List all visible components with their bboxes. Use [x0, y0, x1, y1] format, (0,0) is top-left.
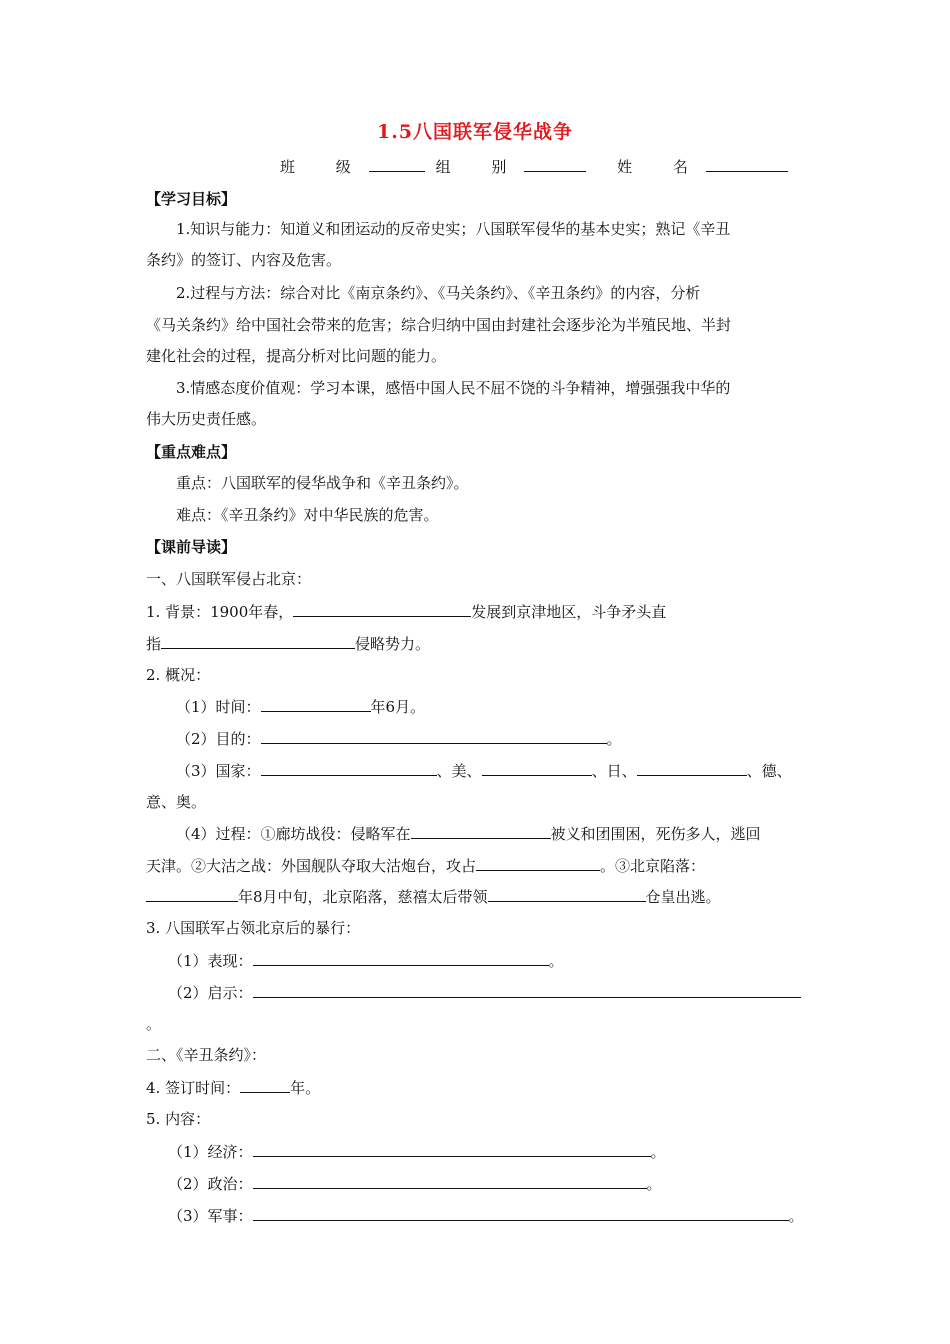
- objective-1-line-2: 条约》的签订、内容及危害。: [146, 251, 342, 269]
- question-2-2: [176, 728, 622, 749]
- dagu-text: 天津。②大沽之战：外国舰队夺取大沽炮台，攻占: [146, 857, 477, 875]
- signing-label: 4. 签订时间：: [146, 1079, 241, 1097]
- political-blank[interactable]: [253, 1173, 647, 1189]
- time-suffix: 年6月。: [370, 698, 426, 716]
- question-1-b-prefix: 指: [146, 635, 162, 653]
- langfang-blank[interactable]: [411, 823, 551, 839]
- objective-2-line-3: 建化社会的过程，提高分析对比问题的能力。: [146, 347, 447, 365]
- page-title: 1.5八国联军侵华战争: [376, 121, 574, 143]
- group-label: 组 别: [435, 158, 525, 176]
- question-5-2: [168, 1173, 662, 1194]
- signing-blank[interactable]: [240, 1077, 290, 1093]
- military-label: （3）军事：: [168, 1207, 253, 1225]
- question-5-1: [168, 1141, 666, 1162]
- objective-3-line-2: 伟大历史责任感。: [146, 410, 267, 428]
- class-blank[interactable]: [369, 156, 425, 172]
- part-1-heading: 一、八国联军侵占北京：: [146, 570, 312, 588]
- process-label: （4）过程：①廊坊战役：侵略军在: [176, 825, 411, 843]
- objective-3-line-1: 3.情感态度价值观：学习本课，感悟中国人民不屈不饶的斗争精神，增强强我中华的: [176, 379, 731, 397]
- preview-heading: 【课前导读】: [146, 538, 237, 556]
- key-point: 重点：八国联军的侵华战争和《辛丑条约》。: [176, 474, 469, 492]
- country-blank-3[interactable]: [637, 760, 747, 776]
- question-2: 2. 概况：: [146, 666, 211, 684]
- country-blank-2[interactable]: [482, 760, 592, 776]
- economic-blank[interactable]: [253, 1141, 651, 1157]
- question-2-3-line-2: 意、奥。: [146, 793, 207, 811]
- name-label: 姓 名: [617, 158, 706, 176]
- process-suffix: 被义和团围困，死伤多人，逃回: [550, 825, 761, 843]
- political-suffix: 。: [646, 1175, 662, 1193]
- purpose-suffix: 。: [606, 730, 622, 748]
- objective-1-line-1: 1.知识与能力：知道义和团运动的反帝史实；八国联军侵华的基本史实；熟记《辛丑: [176, 220, 731, 238]
- question-1-b-suffix: 侵略势力。: [355, 635, 431, 653]
- question-5: 5. 内容：: [146, 1110, 211, 1128]
- question-3-1: [168, 950, 564, 971]
- atrocities-suffix: 。: [548, 952, 564, 970]
- question-5-3: [168, 1205, 804, 1226]
- question-1-suffix: 发展到京津地区，斗争矛头直: [471, 603, 667, 621]
- time-label: （1）时间：: [176, 698, 261, 716]
- class-label: 班 级: [280, 158, 369, 176]
- question-3-2: [168, 982, 801, 1003]
- question-3-2-end: 。: [146, 1015, 162, 1033]
- question-1-prefix: 1. 背景：1900年春，: [146, 603, 294, 621]
- countries-label: （3）国家：: [176, 762, 261, 780]
- objective-2-line-2: 《马关条约》给中国社会带来的危害；综合归纳中国由封建社会逐步沦为半殖民地、半封: [146, 316, 732, 334]
- year-blank[interactable]: [146, 886, 238, 902]
- country-blank-1[interactable]: [261, 760, 437, 776]
- question-4: [146, 1077, 320, 1098]
- purpose-label: （2）目的：: [176, 730, 261, 748]
- countries-mid-2: 、日、: [591, 762, 637, 780]
- countries-mid-1: 、美、: [436, 762, 482, 780]
- dagu-blank[interactable]: [476, 855, 600, 871]
- escape-text: 仓皇出逃。: [645, 888, 721, 906]
- question-2-1: [176, 696, 425, 717]
- question-1-line-1: [146, 601, 666, 622]
- countries-suffix: 、德、: [746, 762, 792, 780]
- part-2-heading: 二、《辛丑条约》：: [146, 1046, 267, 1064]
- student-info-row: [280, 156, 788, 177]
- cixi-blank[interactable]: [488, 886, 646, 902]
- group-blank[interactable]: [524, 156, 586, 172]
- question-2-3: [176, 760, 792, 781]
- keypoints-heading: 【重点难点】: [146, 443, 237, 461]
- atrocities-label: （1）表现：: [168, 952, 253, 970]
- cixi-text: 年8月中旬，北京陷落，慈禧太后带领: [238, 888, 488, 906]
- lesson-label: （2）启示：: [168, 984, 253, 1002]
- background-blank-2[interactable]: [161, 633, 355, 649]
- signing-suffix: 年。: [290, 1079, 321, 1097]
- political-label: （2）政治：: [168, 1175, 253, 1193]
- difficult-point: 难点：《辛丑条约》对中华民族的危害。: [176, 506, 439, 524]
- atrocities-blank[interactable]: [253, 950, 549, 966]
- objectives-heading: 【学习目标】: [146, 190, 237, 208]
- economic-label: （1）经济：: [168, 1143, 253, 1161]
- question-1-line-2: [146, 633, 430, 654]
- background-blank-1[interactable]: [293, 601, 471, 617]
- lesson-blank[interactable]: [253, 982, 801, 998]
- purpose-blank[interactable]: [261, 728, 607, 744]
- question-2-4: [176, 823, 761, 844]
- objective-2-line-1: 2.过程与方法：综合对比《南京条约》、《马关条约》、《辛丑条约》的内容，分析: [176, 284, 701, 302]
- name-blank[interactable]: [706, 156, 788, 172]
- economic-suffix: 。: [650, 1143, 666, 1161]
- question-3: 3. 八国联军占领北京后的暴行：: [146, 919, 361, 937]
- question-2-4-line-3: [146, 886, 721, 907]
- beijing-fall-text: 。③北京陷落：: [600, 857, 706, 875]
- time-blank[interactable]: [261, 696, 371, 712]
- military-suffix: 。: [788, 1207, 804, 1225]
- military-blank[interactable]: [253, 1205, 789, 1221]
- question-2-4-line-2: [146, 855, 705, 876]
